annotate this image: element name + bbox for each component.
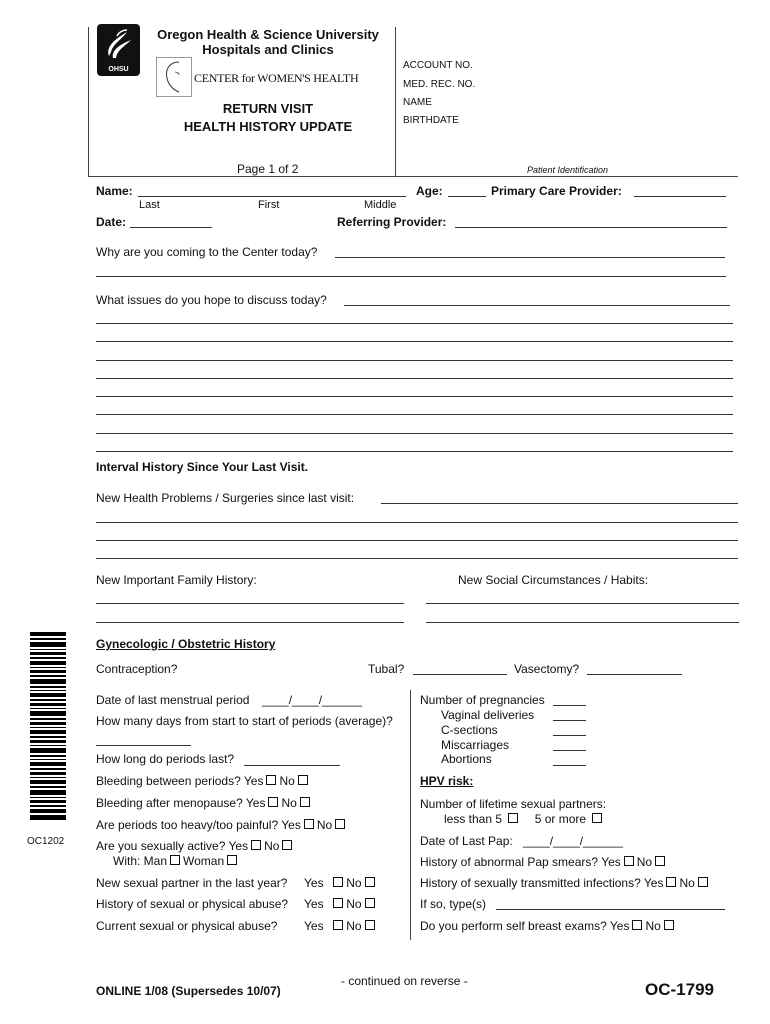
form-number: OC-1799 [645, 980, 714, 999]
less-than-5-checkbox[interactable] [508, 813, 518, 823]
self-breast-exam-row: Do you perform self breast exams? Yes No [420, 919, 677, 933]
heavy-periods-row: Are periods too heavy/too painful? Yes No [96, 818, 348, 832]
last-pap-field[interactable]: ____/____/______ [523, 834, 624, 848]
five-or-more-checkbox[interactable] [592, 813, 602, 823]
new-health-problems-label: New Health Problems / Surgeries since last visit: [96, 491, 355, 505]
new-health-problems-line[interactable] [96, 558, 738, 559]
pcp-field[interactable] [634, 196, 726, 197]
self-exam-no-checkbox[interactable] [664, 920, 674, 930]
bleeding-after-row: Bleeding after menopause? Yes No [96, 796, 313, 810]
issues-question: What issues do you hope to discuss today? [96, 293, 327, 307]
issues-field[interactable] [344, 305, 730, 306]
new-partner-no-checkbox[interactable] [365, 877, 375, 887]
issues-line[interactable] [96, 451, 733, 452]
bleeding-after-yes-checkbox[interactable] [268, 797, 278, 807]
birthdate-label: BIRTHDATE [403, 115, 459, 126]
pregnancies-label: Number of pregnancies [420, 693, 545, 707]
referring-provider-label: Referring Provider: [337, 215, 447, 229]
name-id-label: NAME [403, 97, 432, 108]
new-health-problems-field[interactable] [381, 503, 738, 504]
self-exam-yes-checkbox[interactable] [632, 920, 642, 930]
header-bottom-border [88, 176, 738, 177]
vasectomy-field[interactable] [587, 674, 682, 675]
lmp-label: Date of last menstrual period [96, 693, 250, 707]
side-code: OC1202 [27, 836, 65, 847]
miscarriages-field[interactable] [553, 750, 586, 751]
gyn-column-divider [410, 690, 411, 940]
why-coming-field-line2[interactable] [96, 276, 726, 277]
sti-yes-checkbox[interactable] [666, 877, 676, 887]
last-pap-label: Date of Last Pap: [420, 834, 513, 848]
interval-history-heading: Interval History Since Your Last Visit. [96, 460, 309, 474]
barcode-image [28, 632, 68, 820]
new-health-problems-line[interactable] [96, 522, 738, 523]
contraception-label: Contraception? [96, 662, 178, 676]
name-label: Name: [96, 184, 133, 198]
issues-line[interactable] [96, 360, 733, 361]
social-circumstances-field[interactable] [426, 622, 739, 623]
cycle-days-field[interactable] [96, 745, 191, 746]
med-rec-no-label: MED. REC. NO. [403, 79, 476, 90]
woman-profile-icon [157, 58, 191, 96]
middle-caption: Middle [364, 199, 397, 211]
bleeding-between-yes-checkbox[interactable] [266, 775, 276, 785]
sexually-active-no-checkbox[interactable] [282, 840, 292, 850]
vasectomy-label: Vasectomy? [514, 662, 580, 676]
issues-line[interactable] [96, 433, 733, 434]
abuse-current-options: Yes No [304, 919, 378, 933]
social-circumstances-label: New Social Circumstances / Habits: [458, 573, 649, 587]
sti-type-label: If so, type(s) [420, 897, 487, 911]
why-coming-question: Why are you coming to the Center today? [96, 245, 318, 259]
miscarriages-label: Miscarriages [441, 738, 510, 752]
issues-line[interactable] [96, 396, 733, 397]
partner-man-checkbox[interactable] [170, 855, 180, 865]
page-indicator: Page 1 of 2 [237, 162, 299, 176]
abuse-current-label: Current sexual or physical abuse? [96, 919, 278, 933]
last-caption: Last [139, 199, 160, 211]
family-history-field[interactable] [96, 603, 404, 604]
account-no-label: ACCOUNT NO. [403, 60, 473, 71]
issues-line[interactable] [96, 323, 733, 324]
age-field[interactable] [448, 196, 486, 197]
abnormal-pap-yes-checkbox[interactable] [624, 856, 634, 866]
ohsu-emblem-icon [103, 28, 134, 62]
new-partner-options: Yes No [304, 876, 378, 890]
lifetime-partners-label: Number of lifetime sexual partners: [420, 797, 607, 811]
sti-type-field[interactable] [496, 909, 725, 910]
first-caption: First [258, 199, 280, 211]
abuse-history-label: History of sexual or physical abuse? [96, 897, 289, 911]
age-label: Age: [416, 184, 443, 198]
abuse-history-no-checkbox[interactable] [365, 898, 375, 908]
pcp-label: Primary Care Provider: [491, 184, 622, 198]
abuse-current-yes-checkbox[interactable] [333, 920, 343, 930]
name-field[interactable] [138, 196, 406, 197]
sexually-active-yes-checkbox[interactable] [251, 840, 261, 850]
sexually-active-row: Are you sexually active? Yes No [96, 839, 295, 853]
lmp-field[interactable]: ____/____/______ [262, 693, 363, 707]
abuse-current-no-checkbox[interactable] [365, 920, 375, 930]
social-circumstances-field[interactable] [426, 603, 739, 604]
csections-field[interactable] [553, 735, 586, 736]
abortions-label: Abortions [441, 752, 492, 766]
bleeding-after-no-checkbox[interactable] [300, 797, 310, 807]
new-health-problems-line[interactable] [96, 540, 738, 541]
period-length-field[interactable] [244, 765, 340, 766]
abnormal-pap-no-checkbox[interactable] [655, 856, 665, 866]
abnormal-pap-row: History of abnormal Pap smears? Yes No [420, 855, 668, 869]
heavy-periods-yes-checkbox[interactable] [304, 819, 314, 829]
cycle-days-label: How many days from start to start of periods (average)? [96, 714, 393, 728]
period-length-label: How long do periods last? [96, 752, 235, 766]
gyn-history-heading: Gynecologic / Obstetric History [96, 637, 276, 651]
issues-line[interactable] [96, 414, 733, 415]
csections-label: C-sections [441, 723, 498, 737]
center-name: CENTER for WOMEN'S HEALTH [194, 71, 359, 85]
edition-note: ONLINE 1/08 (Supersedes 10/07) [96, 984, 281, 998]
sti-no-checkbox[interactable] [698, 877, 708, 887]
bleeding-between-row: Bleeding between periods? Yes No [96, 774, 311, 788]
ohsu-logo: OHSU [97, 24, 140, 76]
continued-note: - continued on reverse - [341, 974, 468, 988]
vaginal-deliveries-field[interactable] [553, 720, 586, 721]
partner-gender-row: With: Man Woman [113, 854, 240, 868]
partner-count-row: less than 5 5 or more [444, 812, 605, 826]
abuse-history-options: Yes No [304, 897, 378, 911]
date-label: Date: [96, 215, 127, 229]
why-coming-field[interactable] [335, 257, 725, 258]
heavy-periods-no-checkbox[interactable] [335, 819, 345, 829]
tubal-field[interactable] [413, 674, 507, 675]
sti-history-row: History of sexually transmitted infections? Yes No [420, 876, 711, 890]
patient-id-caption: Patient Identification [527, 165, 609, 175]
bleeding-between-no-checkbox[interactable] [298, 775, 308, 785]
date-field[interactable] [130, 227, 212, 228]
issues-line[interactable] [96, 378, 733, 379]
form-title: RETURN VISIT HEALTH HISTORY UPDATE [183, 101, 353, 134]
referring-provider-field[interactable] [455, 227, 727, 228]
new-partner-yes-checkbox[interactable] [333, 877, 343, 887]
hpv-risk-heading: HPV risk: [420, 774, 474, 788]
org-name: Oregon Health & Science University Hospitals and Clinics [157, 27, 379, 57]
family-history-field[interactable] [96, 622, 404, 623]
header-left-border [88, 27, 89, 177]
issues-line[interactable] [96, 341, 733, 342]
abuse-history-yes-checkbox[interactable] [333, 898, 343, 908]
family-history-label: New Important Family History: [96, 573, 257, 587]
abortions-field[interactable] [553, 765, 586, 766]
vaginal-deliveries-label: Vaginal deliveries [441, 708, 535, 722]
tubal-label: Tubal? [368, 662, 405, 676]
new-partner-label: New sexual partner in the last year? [96, 876, 288, 890]
center-logo [156, 57, 192, 97]
partner-woman-checkbox[interactable] [227, 855, 237, 865]
pregnancies-field[interactable] [553, 705, 586, 706]
header-right-border [395, 27, 396, 177]
